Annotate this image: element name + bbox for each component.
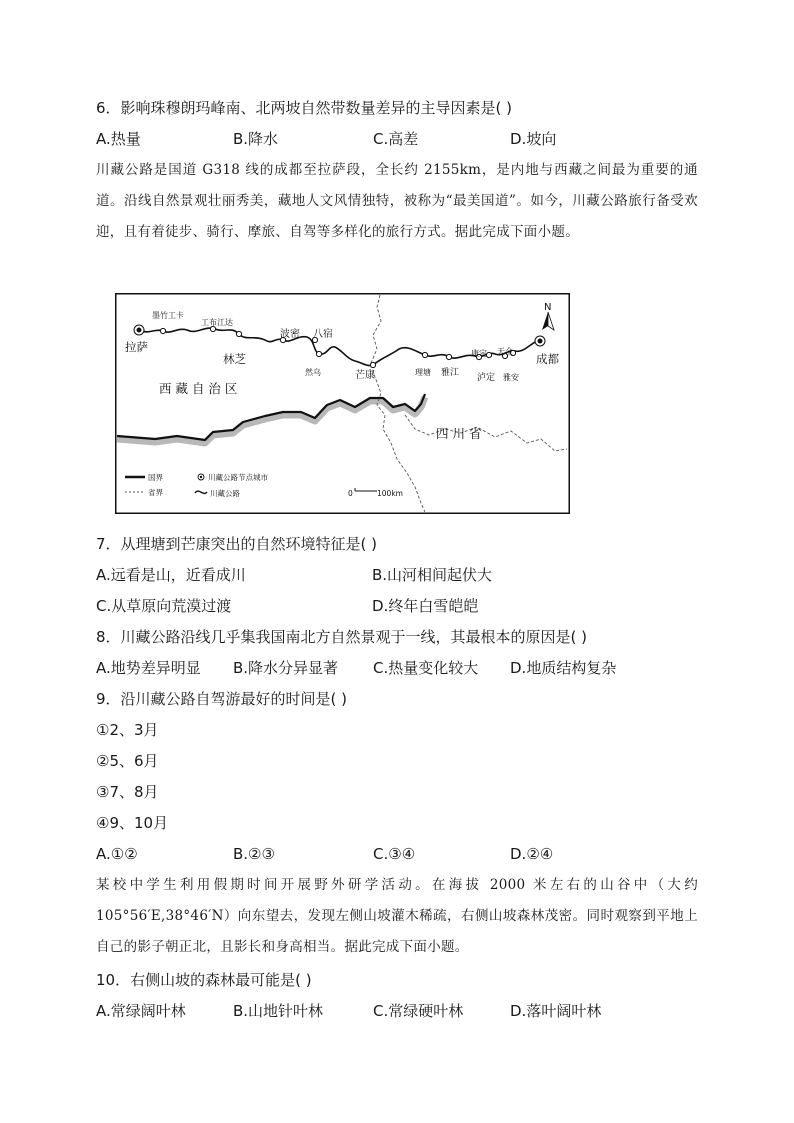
q10-option-d: D.落叶阔叶林 bbox=[510, 1002, 602, 1020]
q9-option-b: B.②③ bbox=[233, 845, 275, 863]
q9-option-c: C.③④ bbox=[373, 845, 416, 863]
question-7-stem: 7．从理塘到芒康突出的自然环境特征是( ) bbox=[96, 535, 378, 553]
label-linzhi: 林芝 bbox=[223, 352, 246, 366]
svg-text:N: N bbox=[544, 302, 552, 313]
mozhugongka-node bbox=[160, 328, 165, 333]
q10-option-a: A.常绿阔叶林 bbox=[96, 1002, 186, 1020]
q9-item-1: ①2、3月 bbox=[96, 721, 159, 739]
legend-node-city: 川藏公路节点城市 bbox=[208, 473, 268, 482]
label-mozhugongka: 墨竹工卡 bbox=[152, 311, 184, 320]
label-kangding: 康定 bbox=[471, 349, 487, 358]
legend-provincial-border: 省界 bbox=[148, 488, 163, 497]
q6-option-b: B.降水 bbox=[233, 130, 279, 148]
legend-road: 川藏公路 bbox=[210, 489, 240, 498]
label-yajiang: 雅江 bbox=[441, 368, 460, 378]
svg-text:100km: 100km bbox=[377, 489, 403, 498]
label-lhasa: 拉萨 bbox=[125, 340, 148, 354]
q7-option-b: B.山河相间起伏大 bbox=[372, 566, 493, 584]
label-ranwu: 然乌 bbox=[305, 368, 321, 377]
q7-option-d: D.终年白雪皑皑 bbox=[372, 597, 479, 615]
q7-option-a: A.远看是山，近看成川 bbox=[96, 566, 246, 584]
q9-item-4: ④9、10月 bbox=[96, 814, 169, 832]
svg-text:0: 0 bbox=[348, 489, 353, 498]
yajiang-node bbox=[446, 354, 451, 359]
question-9-stem: 9．沿川藏公路自驾游最好的时间是( ) bbox=[96, 690, 348, 708]
gongbujiangda-node bbox=[210, 326, 215, 331]
q6-option-d: D.坡向 bbox=[510, 130, 557, 148]
ranwu-node bbox=[316, 351, 321, 356]
label-bomi: 波密 bbox=[280, 329, 300, 340]
q10-option-b: B.山地针叶林 bbox=[233, 1002, 324, 1020]
litang-node bbox=[422, 352, 427, 357]
route-map bbox=[115, 293, 570, 514]
question-8-stem: 8．川藏公路沿线几乎集我国南北方自然景观于一线，其最根本的原因是( ) bbox=[96, 628, 588, 646]
q9-option-a: A.①② bbox=[96, 845, 138, 863]
q7-option-c: C.从草原向荒漠过渡 bbox=[96, 597, 232, 615]
q9-item-3: ③7、8月 bbox=[96, 783, 159, 801]
region-tibet: 西 藏 自 治 区 bbox=[159, 381, 238, 396]
label-litang: 理塘 bbox=[415, 368, 431, 377]
label-tianquan: 天全 bbox=[497, 347, 513, 356]
legend-national-border: 国界 bbox=[148, 473, 163, 482]
label-chengdu: 成都 bbox=[536, 352, 559, 366]
label-luding: 泸定 bbox=[477, 373, 496, 383]
q10-option-c: C.常绿硬叶林 bbox=[373, 1002, 464, 1020]
passage-field-study: 某校中学生利用假期时间开展野外研学活动。在海拔 2000 米左右的山谷中（大约105°56′E,38°46′N）向东望去，发现左侧山坡灌木稀疏，右侧山坡森林茂密。同时观察到平地上自己的影子朝正北，且影长和身高相当。据此完成下面小题。 bbox=[96, 877, 698, 955]
q8-option-c: C.热量变化较大 bbox=[373, 659, 479, 677]
q9-item-2: ②5、6月 bbox=[96, 752, 159, 770]
linzhi-node bbox=[236, 331, 241, 336]
question-10-stem: 10．右侧山坡的森林最可能是( ) bbox=[96, 971, 312, 989]
q8-option-b: B.降水分异显著 bbox=[233, 659, 339, 677]
q8-option-d: D.地质结构复杂 bbox=[510, 659, 617, 677]
question-6-stem: 6．影响珠穆朗玛峰南、北两坡自然带数量差异的主导因素是( ) bbox=[96, 99, 513, 117]
luding-node bbox=[486, 352, 491, 357]
q8-option-a: A.地势差异明显 bbox=[96, 659, 201, 677]
label-mangkang: 芒康 bbox=[355, 370, 375, 381]
q6-option-c: C.高差 bbox=[373, 130, 419, 148]
q9-option-d: D.②④ bbox=[510, 845, 554, 863]
label-yaan: 雅安 bbox=[503, 373, 519, 382]
mangkang-node bbox=[370, 362, 375, 367]
label-basu: 八宿 bbox=[313, 329, 333, 340]
label-gongbujiangda: 工布江达 bbox=[201, 318, 233, 327]
q6-option-a: A.热量 bbox=[96, 130, 141, 148]
passage-sichuan-tibet-road: 川藏公路是国道 G318 线的成都至拉萨段，全长约 2155km，是内地与西藏之间最为重要的通道。沿线自然景观壮丽秀美，藏地人文风情独特，被称为“最美国道”。如今，川藏公路旅行备受欢迎，且有着徒步、骑行、摩旅、自驾等多样化的旅行方式。据此完成下面小题。 bbox=[96, 162, 698, 240]
region-sichuan: 四 川 省 bbox=[436, 426, 482, 441]
